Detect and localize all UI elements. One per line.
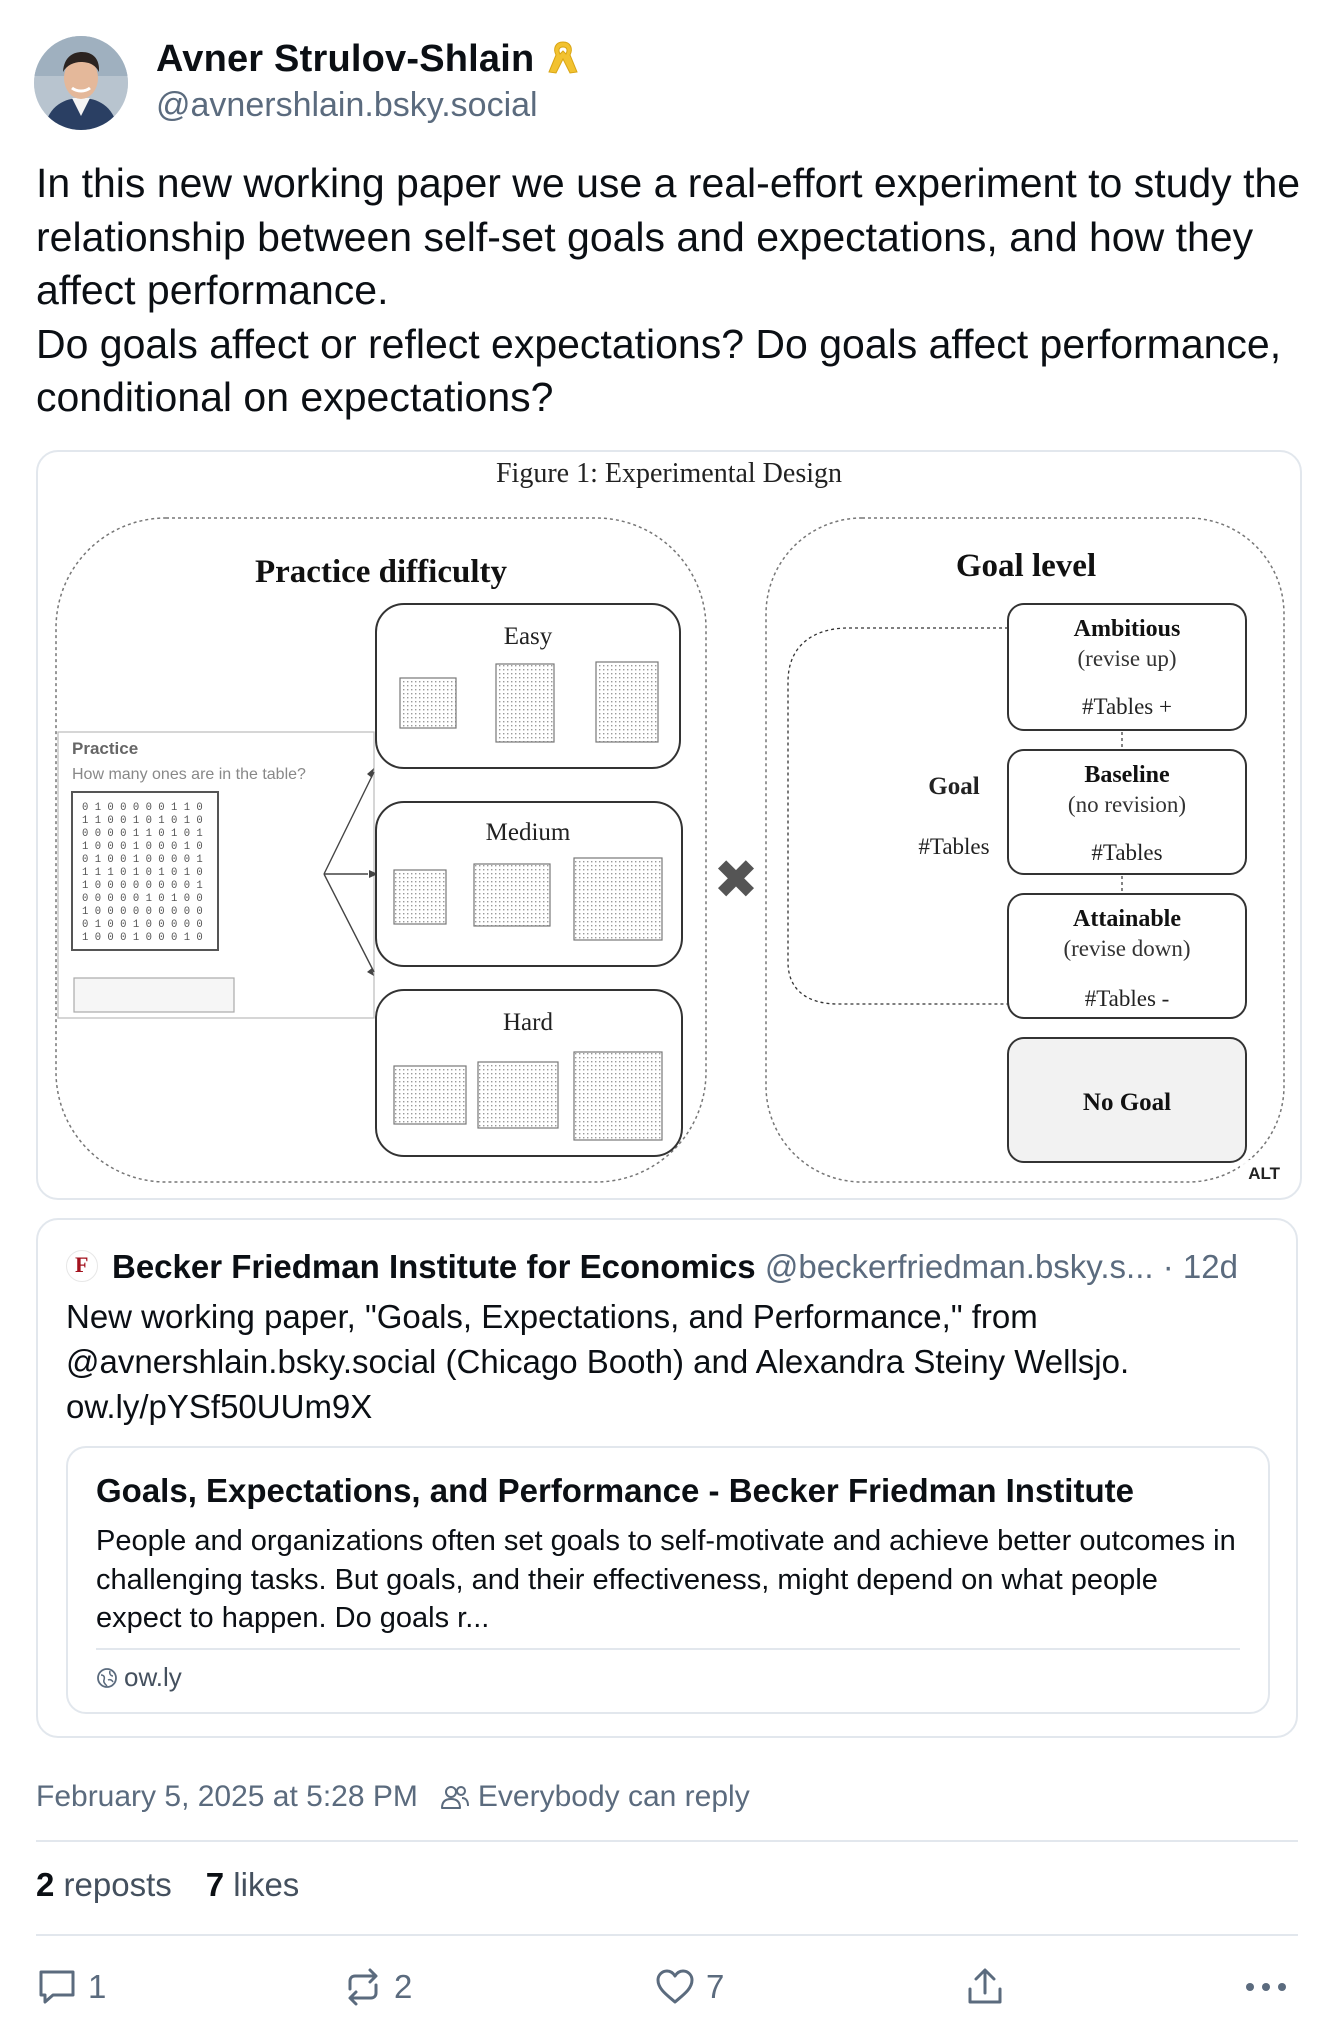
avatar-image bbox=[34, 36, 128, 130]
link-preview-card[interactable] bbox=[66, 1446, 1270, 1714]
practice-label: Practice bbox=[72, 739, 139, 758]
quoted-author-handle[interactable]: @beckerfriedman.bsky.s... bbox=[764, 1248, 1154, 1285]
repost-icon bbox=[342, 1967, 384, 2007]
svg-text:#Tables: #Tables bbox=[1091, 840, 1163, 865]
post-text: In this new working paper we use a real-effort experiment to study the relationship between self-set goals and expectations, and how they affect performance. Do goals affect or reflect expectations? Do goals affect performance, conditional on expectations? bbox=[36, 160, 1301, 420]
svg-text:Ambitious: Ambitious bbox=[1073, 616, 1181, 642]
svg-text:#Tables +: #Tables + bbox=[1082, 694, 1172, 719]
cross-icon: ✖ bbox=[713, 848, 759, 911]
more-icon bbox=[1244, 1981, 1288, 1993]
svg-text:No Goal: No Goal bbox=[1082, 1089, 1172, 1116]
more-options-button[interactable] bbox=[1244, 1962, 1298, 2012]
link-title: Goals, Expectations, and Performance - Becker Friedman Institute bbox=[96, 1472, 1134, 1509]
bfi-logo-icon: F bbox=[66, 1250, 98, 1282]
svg-text:(revise down): (revise down) bbox=[1063, 936, 1191, 961]
engagement-stats bbox=[36, 1866, 299, 1904]
share-icon bbox=[964, 1967, 1006, 2007]
svg-text:1 0 0 0 1 0 0 0 1 0: 1 0 0 0 1 0 0 0 1 0 bbox=[82, 841, 203, 853]
link-domain: ow.ly bbox=[96, 1662, 182, 1693]
author-name[interactable]: Avner Strulov-Shlain bbox=[156, 38, 580, 87]
svg-text:0 0 0 0 1 1 0 1 0 1: 0 0 0 0 1 1 0 1 0 1 bbox=[82, 828, 203, 840]
svg-text:(no revision): (no revision) bbox=[1067, 792, 1187, 817]
medium-label: Medium bbox=[485, 819, 571, 846]
link-divider bbox=[96, 1648, 1240, 1650]
svg-text:1 0 0 0 1 0 0 0 1 0: 1 0 0 0 1 0 0 0 1 0 bbox=[82, 932, 203, 944]
quoted-post-header bbox=[66, 1248, 1276, 1286]
easy-label: Easy bbox=[503, 623, 553, 650]
reply-icon bbox=[36, 1967, 78, 2007]
author-avatar[interactable] bbox=[34, 36, 128, 130]
likes-stat[interactable]: 7 likes bbox=[205, 1866, 300, 1903]
like-button[interactable]: 7 bbox=[654, 1962, 724, 2012]
goal-label: Goal bbox=[928, 773, 980, 800]
globe-icon bbox=[96, 1667, 118, 1689]
svg-text:1 0 0 0 0 0 0 0 0 0: 1 0 0 0 0 0 0 0 0 0 bbox=[82, 906, 203, 918]
practice-question: How many ones are in the table? bbox=[72, 766, 306, 783]
svg-text:0 0 0 0 0 1 0 1 0 0: 0 0 0 0 0 1 0 1 0 0 bbox=[82, 893, 203, 905]
svg-text:1 1 1 0 1 0 1 0 1 0: 1 1 1 0 1 0 1 0 1 0 bbox=[82, 867, 203, 879]
svg-text:0 1 0 0 1 0 0 0 0 1: 0 1 0 0 1 0 0 0 0 1 bbox=[82, 854, 203, 866]
goal-bracket bbox=[788, 628, 1008, 1004]
author-handle[interactable]: @avnershlain.bsky.social bbox=[156, 86, 538, 124]
link-description: People and organizations often set goals to self-motivate and achieve better outcomes in challenging tasks. But goals, and their effectiveness, might depend on what people expect to happen. Do goals r... bbox=[96, 1525, 1236, 1634]
reply-button[interactable]: 1 bbox=[36, 1962, 106, 2012]
svg-text:Baseline: Baseline bbox=[1084, 762, 1170, 788]
post-actions bbox=[36, 1962, 1298, 2012]
quoted-post-time: · 12d bbox=[1162, 1248, 1238, 1285]
alt-text-badge[interactable]: ALT bbox=[1240, 1160, 1288, 1188]
practice-table-rows bbox=[82, 802, 203, 944]
heart-icon bbox=[654, 1967, 696, 2007]
quoted-post-text: New working paper, "Goals, Expectations, and Performance," from @avnershlain.bsky.social (Chicago Booth) and Alexandra Steiny Wellsjo. ow.ly/pYSf50UUm9X bbox=[66, 1298, 1139, 1425]
left-panel-title: Practice difficulty bbox=[255, 554, 507, 590]
goal-tables: #Tables bbox=[918, 834, 990, 859]
figure-title: Figure 1: Experimental Design bbox=[495, 458, 843, 489]
svg-text:1 1 0 0 1 0 1 0 1 0: 1 1 0 0 1 0 1 0 1 0 bbox=[82, 815, 203, 827]
repost-button[interactable]: 2 bbox=[342, 1962, 412, 2012]
reply-setting[interactable]: Everybody can reply bbox=[477, 1780, 750, 1813]
hard-label: Hard bbox=[503, 1009, 553, 1036]
divider bbox=[36, 1934, 1298, 1936]
post-timestamp: February 5, 2025 at 5:28 PM bbox=[36, 1780, 418, 1813]
post-meta bbox=[36, 1780, 750, 1814]
svg-text:Attainable: Attainable bbox=[1073, 906, 1181, 932]
reposts-stat[interactable]: 2 reposts bbox=[36, 1866, 172, 1903]
quoted-post[interactable] bbox=[36, 1218, 1298, 1738]
quoted-author-name[interactable]: Becker Friedman Institute for Economics bbox=[112, 1248, 756, 1285]
share-button[interactable] bbox=[964, 1962, 1016, 2012]
experimental-design-figure bbox=[38, 452, 1300, 1198]
svg-text:#Tables -: #Tables - bbox=[1084, 986, 1170, 1011]
svg-text:(revise up): (revise up) bbox=[1077, 646, 1177, 671]
divider bbox=[36, 1840, 1298, 1842]
practice-answer-box bbox=[74, 978, 234, 1012]
people-icon bbox=[440, 1783, 470, 1811]
yellow-ribbon-icon bbox=[546, 39, 580, 87]
right-panel-title: Goal level bbox=[955, 548, 1097, 584]
svg-text:1 0 0 0 0 0 0 0 0 1: 1 0 0 0 0 0 0 0 0 1 bbox=[82, 880, 203, 892]
svg-text:0 1 0 0 1 0 0 0 0 0: 0 1 0 0 1 0 0 0 0 0 bbox=[82, 919, 203, 931]
post-image[interactable] bbox=[36, 450, 1302, 1200]
svg-text:0 1 0 0 0 0 0 1 1 0: 0 1 0 0 0 0 0 1 1 0 bbox=[82, 802, 203, 814]
